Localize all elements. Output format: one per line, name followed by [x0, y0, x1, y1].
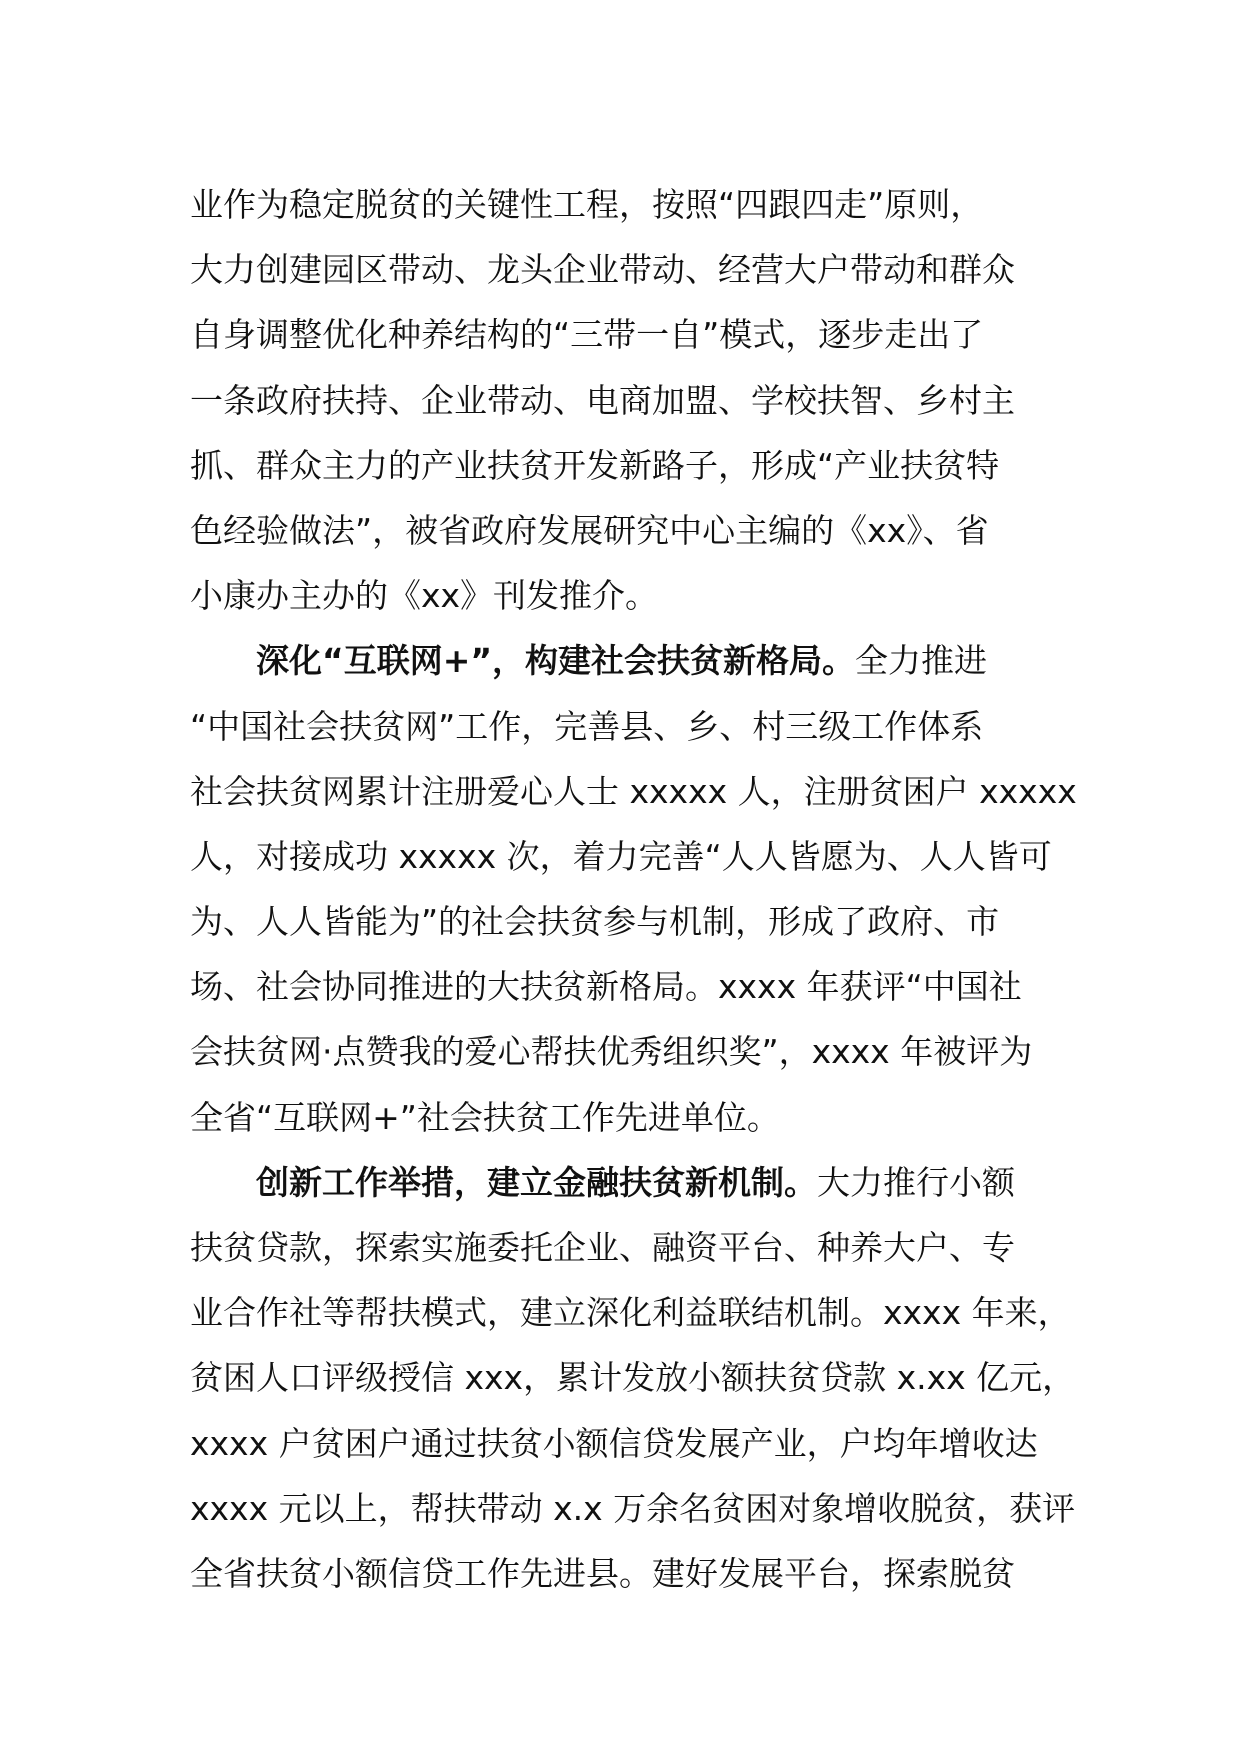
text-line: “中国社会扶贫网”工作，完善县、乡、村三级工作体系: [190, 706, 984, 746]
text-line: 自身调整优化种养结构的“三带一自”模式，逐步走出了: [190, 315, 984, 355]
text-line: 全省“互联网+”社会扶贫工作先进单位。: [190, 1097, 780, 1137]
text-line: 扶贫贷款，探索实施委托企业、融资平台、种养大户、专: [190, 1228, 1015, 1267]
text-line: 小康办主办的《xx》刊发推介。: [190, 576, 659, 616]
text-line: xxxx 元以上，帮扶带动 x.x 万余名贫困对象增收脱贫，获评: [190, 1488, 1076, 1528]
text-line: 大力创建园区带动、龙头企业带动、经营大户带动和群众: [190, 250, 1015, 290]
text-line: 一条政府扶持、企业带动、电商加盟、学校扶智、乡村主: [190, 380, 1015, 420]
text-line: 业合作社等帮扶模式，建立深化利益联结机制。xxxx 年来，: [190, 1293, 1071, 1333]
paragraph-internet-plus: [190, 628, 1077, 1150]
paragraph-finance: [190, 1150, 1076, 1606]
text-line: [190, 628, 1070, 693]
text-line: 业作为稳定脱贫的关键性工程，按照“四跟四走”原则，: [190, 185, 984, 224]
text-line: 贫困人口评级授信 xxx，累计发放小额扶贫贷款 x.xx 亿元，: [190, 1358, 1076, 1398]
text-line: 为、人人皆能为”的社会扶贫参与机制，形成了政府、市: [190, 902, 1000, 942]
text-span: 全力推进: [855, 641, 988, 681]
text-line: 场、社会协同推进的大扶贫新格局。xxxx 年获评“中国社: [190, 967, 1022, 1007]
document-page: [190, 172, 1077, 1606]
paragraph-heading: 创新工作举措，建立金融扶贫新机制。: [256, 1162, 817, 1202]
paragraph-heading: 深化“互联网+”，构建社会扶贫新格局。: [256, 641, 856, 681]
text-line: 人，对接成功 xxxxx 次，着力完善“人人皆愿为、人人皆可: [190, 836, 1052, 876]
paragraph-industry: [190, 172, 1070, 628]
text-line: [190, 1150, 1070, 1215]
text-line: xxxx 户贫困户通过扶贫小额信贷发展产业，户均年增收达: [190, 1423, 1038, 1463]
text-line: 社会扶贫网累计注册爱心人士 xxxxx 人，注册贫困户 xxxxx: [190, 771, 1077, 811]
text-line: 抓、群众主力的产业扶贫开发新路子，形成“产业扶贫特: [190, 445, 1000, 485]
text-line: 会扶贫网·点赞我的爱心帮扶优秀组织奖”，xxxx 年被评为: [190, 1032, 1033, 1072]
text-line: 色经验做法”，被省政府发展研究中心主编的《xx》、省: [190, 510, 989, 550]
text-line: 全省扶贫小额信贷工作先进县。建好发展平台，探索脱贫: [190, 1553, 1015, 1593]
text-span: 大力推行小额: [817, 1162, 1015, 1202]
